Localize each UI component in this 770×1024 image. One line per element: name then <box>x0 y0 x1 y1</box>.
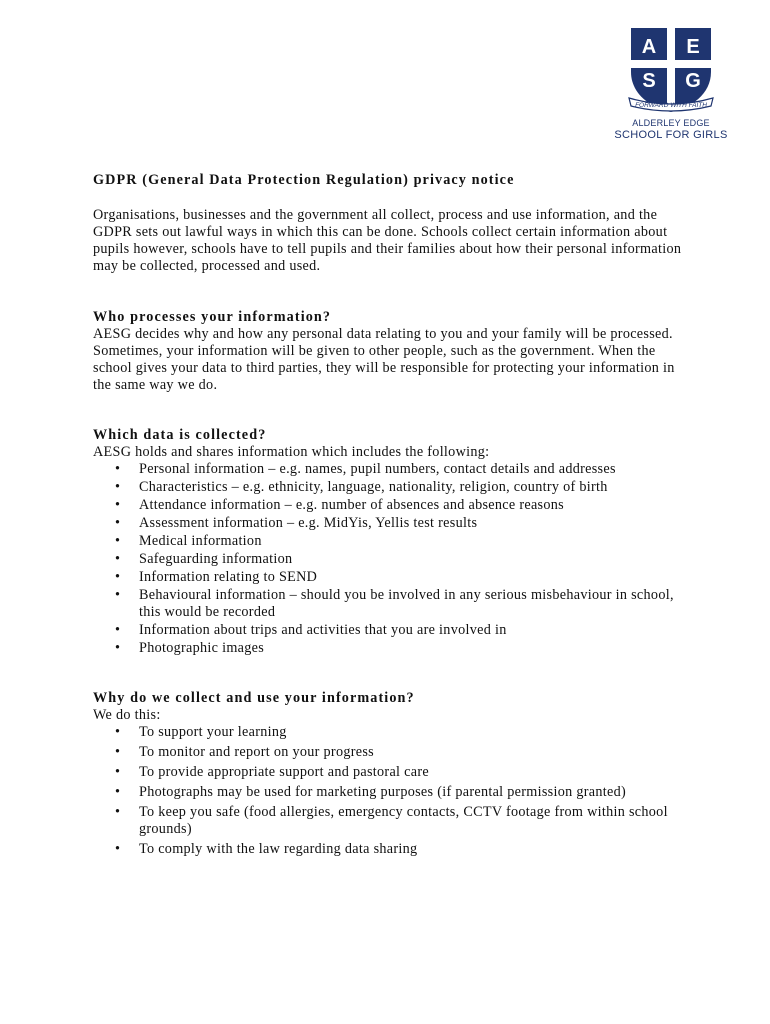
logo-line-1: ALDERLEY EDGE <box>632 118 710 128</box>
list-item: • To keep you safe (food allergies, emergency contacts, CCTV footage from within school grounds) <box>93 804 693 838</box>
section-paragraph: AESG holds and shares information which includes the following: <box>93 444 490 460</box>
reasons-list <box>93 724 693 858</box>
data-collected-list <box>93 461 693 657</box>
list-item: • Safeguarding information <box>93 551 693 568</box>
list-item: • Attendance information – e.g. number of absences and absence reasons <box>93 497 693 514</box>
page-title: GDPR (General Data Protection Regulation) privacy notice <box>93 172 515 188</box>
section-heading: Which data is collected? <box>93 427 267 443</box>
list-item: • Behavioural information – should you be involved in any serious misbehaviour in school, this would be recorded <box>93 587 693 621</box>
section-paragraph: We do this: <box>93 707 161 723</box>
section-why-collect <box>93 690 693 858</box>
list-item: • Information relating to SEND <box>93 569 693 586</box>
list-item: • To monitor and report on your progress <box>93 744 693 761</box>
notice-body <box>93 172 693 861</box>
crest-letter-e: E <box>686 36 700 58</box>
crest-letter-g: G <box>685 70 701 92</box>
section-heading: Who processes your information? <box>93 309 332 325</box>
list-item: • Information about trips and activities that you are involved in <box>93 622 693 639</box>
section-heading: Why do we collect and use your information? <box>93 690 415 706</box>
list-item: • Photographs may be used for marketing purposes (if parental permission granted) <box>93 784 693 801</box>
logo-line-2: SCHOOL FOR GIRLS <box>614 129 728 141</box>
intro-paragraph: Organisations, businesses and the government all collect, process and use information, and the GDPR sets out lawful ways in which this can be done. Schools collect certain information about pupils however, schools have to tell pupils and their families about how their personal information may be collected, processed and used. <box>93 207 682 274</box>
section-paragraph: AESG decides why and how any personal data relating to you and your family will be processed. Sometimes, your information will be given to other people, such as the government. When the school gives your data to third parties, they will be responsible for protecting your information in the same way we do. <box>93 326 675 393</box>
list-item: • Personal information – e.g. names, pupil numbers, contact details and addresses <box>93 461 693 478</box>
list-item: • Characteristics – e.g. ethnicity, language, nationality, religion, country of birth <box>93 479 693 496</box>
list-item: • Assessment information – e.g. MidYis, Yellis test results <box>93 515 693 532</box>
school-logo <box>605 24 737 142</box>
section-who-processes <box>93 309 693 394</box>
crest-motto: FORWARD WITH FAITH <box>635 102 707 109</box>
section-which-data <box>93 427 693 657</box>
list-item: • Medical information <box>93 533 693 550</box>
crest-letter-s: S <box>642 70 656 92</box>
school-crest-icon <box>627 24 715 114</box>
list-item: • Photographic images <box>93 640 693 657</box>
list-item: • To support your learning <box>93 724 693 741</box>
crest-letter-a: A <box>641 36 657 58</box>
list-item: • To comply with the law regarding data sharing <box>93 841 693 858</box>
list-item: • To provide appropriate support and pastoral care <box>93 764 693 781</box>
